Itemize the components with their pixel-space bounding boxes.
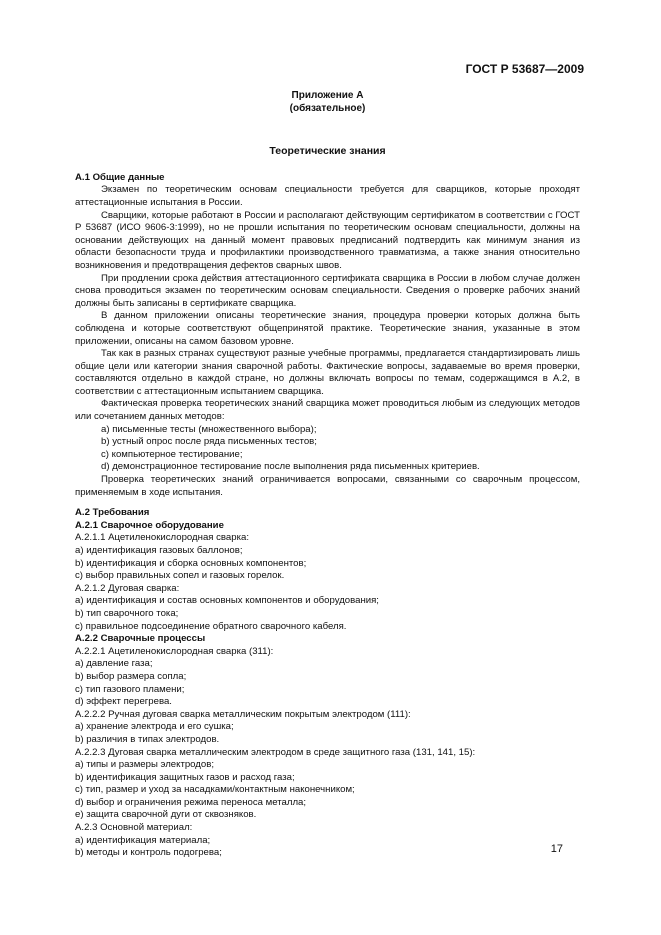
paragraph: Сварщики, которые работают в России и располагают действующим сертификатом в соответствии с ГОСТ Р 53687 (ИСО 9606-3:1999), но не прошли испытания по теоретическим основам специальности, должны на основании действующих на данный момент правовых предписаний подтвердить как минимум знания из области безопасности труда и профилактики производственного травматизма, а также знания относительно возникновения и предотвращения дефектов сварных швов. (75, 209, 580, 271)
list-item: d) выбор и ограничения режима переноса металла; (75, 796, 307, 808)
subsection-title: А.2.1.2 Дуговая сварка: (75, 582, 180, 594)
list-item: c) выбор правильных сопел и газовых горелок. (75, 570, 285, 582)
a22-heading: А.2.2 Сварочные процессы (75, 633, 206, 645)
subsection-title: А.2.1.1 Ацетиленокислородная сварка: (75, 532, 250, 544)
list-item: а) типы и размеры электродов; (75, 759, 214, 771)
section-title: Теоретические знания (269, 145, 386, 158)
list-item: b) тип сварочного тока; (75, 607, 179, 619)
subsection-title: А.2.3 Основной материал: (75, 822, 193, 834)
list-item: c) правильное подсоединение обратного сварочного кабеля. (75, 620, 347, 632)
list-item: b) различия в типах электродов. (75, 733, 220, 745)
list-item: b) устный опрос после ряда письменных тестов; (101, 436, 317, 448)
list-item: а) идентификация материала; (75, 834, 211, 846)
subsection-title: А.2.2.3 Дуговая сварка металлическим электродом в среде защитного газа (131, 141, 15): (75, 746, 476, 758)
page-number: 17 (550, 843, 563, 855)
subsection-title: А.2.2.2 Ручная дуговая сварка металлическим покрытым электродом (111): (75, 708, 411, 720)
list-item: b) идентификация и сборка основных компонентов; (75, 557, 307, 569)
document-body (75, 90, 580, 860)
list-item: b) методы и контроль подогрева; (75, 847, 222, 859)
annex-title: Приложение А (291, 90, 364, 101)
standard-number: ГОСТ Р 53687—2009 (465, 62, 584, 76)
list-item: а) идентификация и состав основных компонентов и оборудования; (75, 595, 379, 607)
list-item: c) тип газового пламени; (75, 683, 185, 695)
subsection-title: А.2.2.1 Ацетиленокислородная сварка (311): (75, 645, 274, 657)
list-item: c) тип, размер и уход за насадками/контактным наконечником; (75, 784, 355, 796)
annex-status: (обязательное) (289, 102, 366, 114)
list-item: e) защита сварочной дуги от сквозняков. (75, 809, 257, 821)
list-item: b) выбор размера сопла; (75, 670, 187, 682)
list-item: d) демонстрационное тестирование после выполнения ряда письменных критериев. (101, 461, 480, 473)
list-item: а) идентификация газовых баллонов; (75, 545, 243, 556)
list-item: а) давление газа; (75, 658, 153, 670)
paragraph: При продлении срока действия аттестационного сертификата сварщика в России в любом случае должен снова проводиться экзамен по теоретическим основам специальности. Сведения о проверке рабочих знаний должны быть записаны в сертификате сварщика. (75, 272, 580, 309)
a2-heading: А.2 Требования (75, 507, 150, 519)
paragraph: В данном приложении описаны теоретические знания, процедура проверки которых должна быть соблюдена и которые соответствуют общепринятой практике. Теоретические знания, указанные в этом приложении, описаны на самом базовом уровне. (75, 310, 580, 347)
list-item: а) письменные тесты (множественного выбора); (101, 423, 317, 435)
a1-heading: А.1 Общие данные (75, 171, 165, 183)
list-item: b) идентификация защитных газов и расход газа; (75, 771, 295, 783)
paragraph: Экзамен по теоретическим основам специальности требуется для сварщиков, которые проходят аттестационные испытания в России. (75, 184, 580, 208)
paragraph: Так как в разных странах существуют разные учебные программы, предлагается стандартизировать лишь общие цели или категории знания сварочной работы. Фактические вопросы, задаваемые во время проверки, составляются отдельно в каждой стране, но должны включать вопросы по темам, содержащимся в А.2, в соответствии с аттестационным испытанием сварщика. (75, 348, 580, 397)
list-item: d) эффект перегрева. (75, 696, 172, 708)
paragraph: Проверка теоретических знаний ограничивается вопросами, связанными со сварочным процессом, применяемым в ходе испытания. (75, 474, 580, 498)
a21-heading: А.2.1 Сварочное оборудование (75, 519, 224, 531)
list-item: а) хранение электрода и его сушка; (75, 721, 234, 733)
paragraph: Фактическая проверка теоретических знаний сварщика может проводиться любым из следующих методов или сочетанием данных методов: (75, 398, 580, 423)
list-item: c) компьютерное тестирование; (101, 448, 243, 460)
